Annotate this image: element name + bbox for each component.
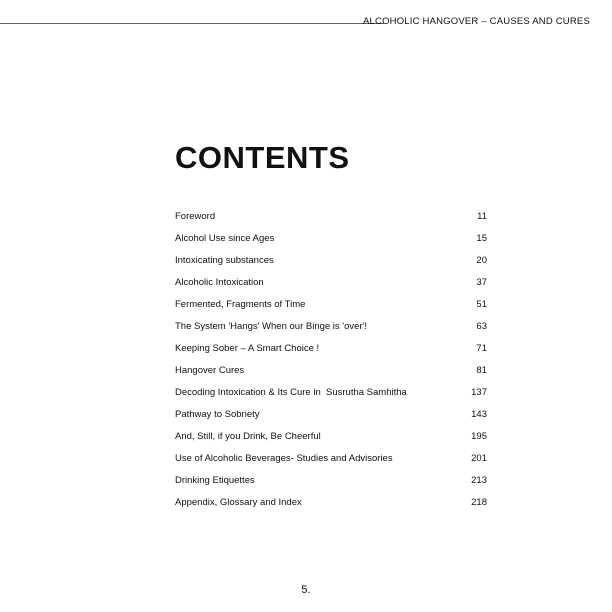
toc-entry-label: Intoxicating substances [175, 255, 274, 266]
toc-entry-decoding-intoxication[interactable] [175, 387, 487, 409]
toc-entry-label: Drinking Etiquettes [175, 475, 255, 486]
toc-entry-alcoholic-intoxication[interactable] [175, 277, 487, 299]
toc-entry-page: 63 [476, 321, 487, 332]
toc-entry-label: Pathway to Sobriety [175, 409, 260, 420]
toc-entry-page: 71 [476, 343, 487, 354]
toc-entry-page: 51 [476, 299, 487, 310]
header-rule [0, 23, 384, 24]
toc-entry-foreword[interactable] [175, 211, 487, 233]
toc-entry-page: 201 [471, 453, 487, 464]
toc-entry-page: 11 [477, 211, 487, 222]
toc-entry-intoxicating-substances[interactable] [175, 255, 487, 277]
toc-entry-page: 143 [471, 409, 487, 420]
toc-entry-label: Fermented, Fragments of Time [175, 299, 306, 310]
toc-entry-label: Keeping Sober – A Smart Choice ! [175, 343, 320, 354]
toc-entry-page: 81 [476, 365, 487, 376]
toc-entry-page: 37 [476, 277, 487, 288]
page-number: 5. [301, 584, 311, 596]
toc-entry-page: 137 [471, 387, 487, 398]
contents-title: CONTENTS [175, 140, 350, 175]
toc-entry-studies-and-advisories[interactable] [175, 453, 487, 475]
toc-entry-label: Appendix, Glossary and Index [175, 497, 302, 508]
toc-entry-page: 218 [471, 497, 487, 508]
running-title: ALCOHOLIC HANGOVER – CAUSES AND CURES [362, 16, 590, 27]
toc-entry-drinking-etiquettes[interactable] [175, 475, 487, 497]
toc-entry-alcohol-use-since-ages[interactable] [175, 233, 487, 255]
toc-entry-page: 15 [476, 233, 487, 244]
toc-entry-label: Use of Alcoholic Beverages- Studies and Advisories [175, 453, 393, 464]
running-header [0, 14, 612, 34]
toc-entry-page: 20 [476, 255, 487, 266]
toc-entry-pathway-to-sobriety[interactable] [175, 409, 487, 431]
toc-entry-fermented-fragments-of-time[interactable] [175, 299, 487, 321]
toc-entry-be-cheerful[interactable] [175, 431, 487, 453]
toc-entry-appendix[interactable] [175, 497, 487, 519]
toc-entry-label: Decoding Intoxication & Its Cure in Susrutha Samhitha [175, 387, 407, 398]
toc-entry-label: And, Still, if you Drink, Be Cheerful [175, 431, 321, 442]
toc-entry-page: 195 [471, 431, 487, 442]
toc-entry-system-hangs[interactable] [175, 321, 487, 343]
table-of-contents [175, 211, 487, 519]
toc-entry-label: Hangover Cures [175, 365, 245, 376]
toc-entry-label: Alcoholic Intoxication [175, 277, 264, 288]
toc-entry-label: Alcohol Use since Ages [175, 233, 275, 244]
toc-entry-page: 213 [471, 475, 487, 486]
toc-entry-keeping-sober[interactable] [175, 343, 487, 365]
toc-entry-label: The System 'Hangs' When our Binge is 'over'! [175, 321, 368, 332]
toc-entry-hangover-cures[interactable] [175, 365, 487, 387]
toc-entry-label: Foreword [175, 211, 216, 222]
